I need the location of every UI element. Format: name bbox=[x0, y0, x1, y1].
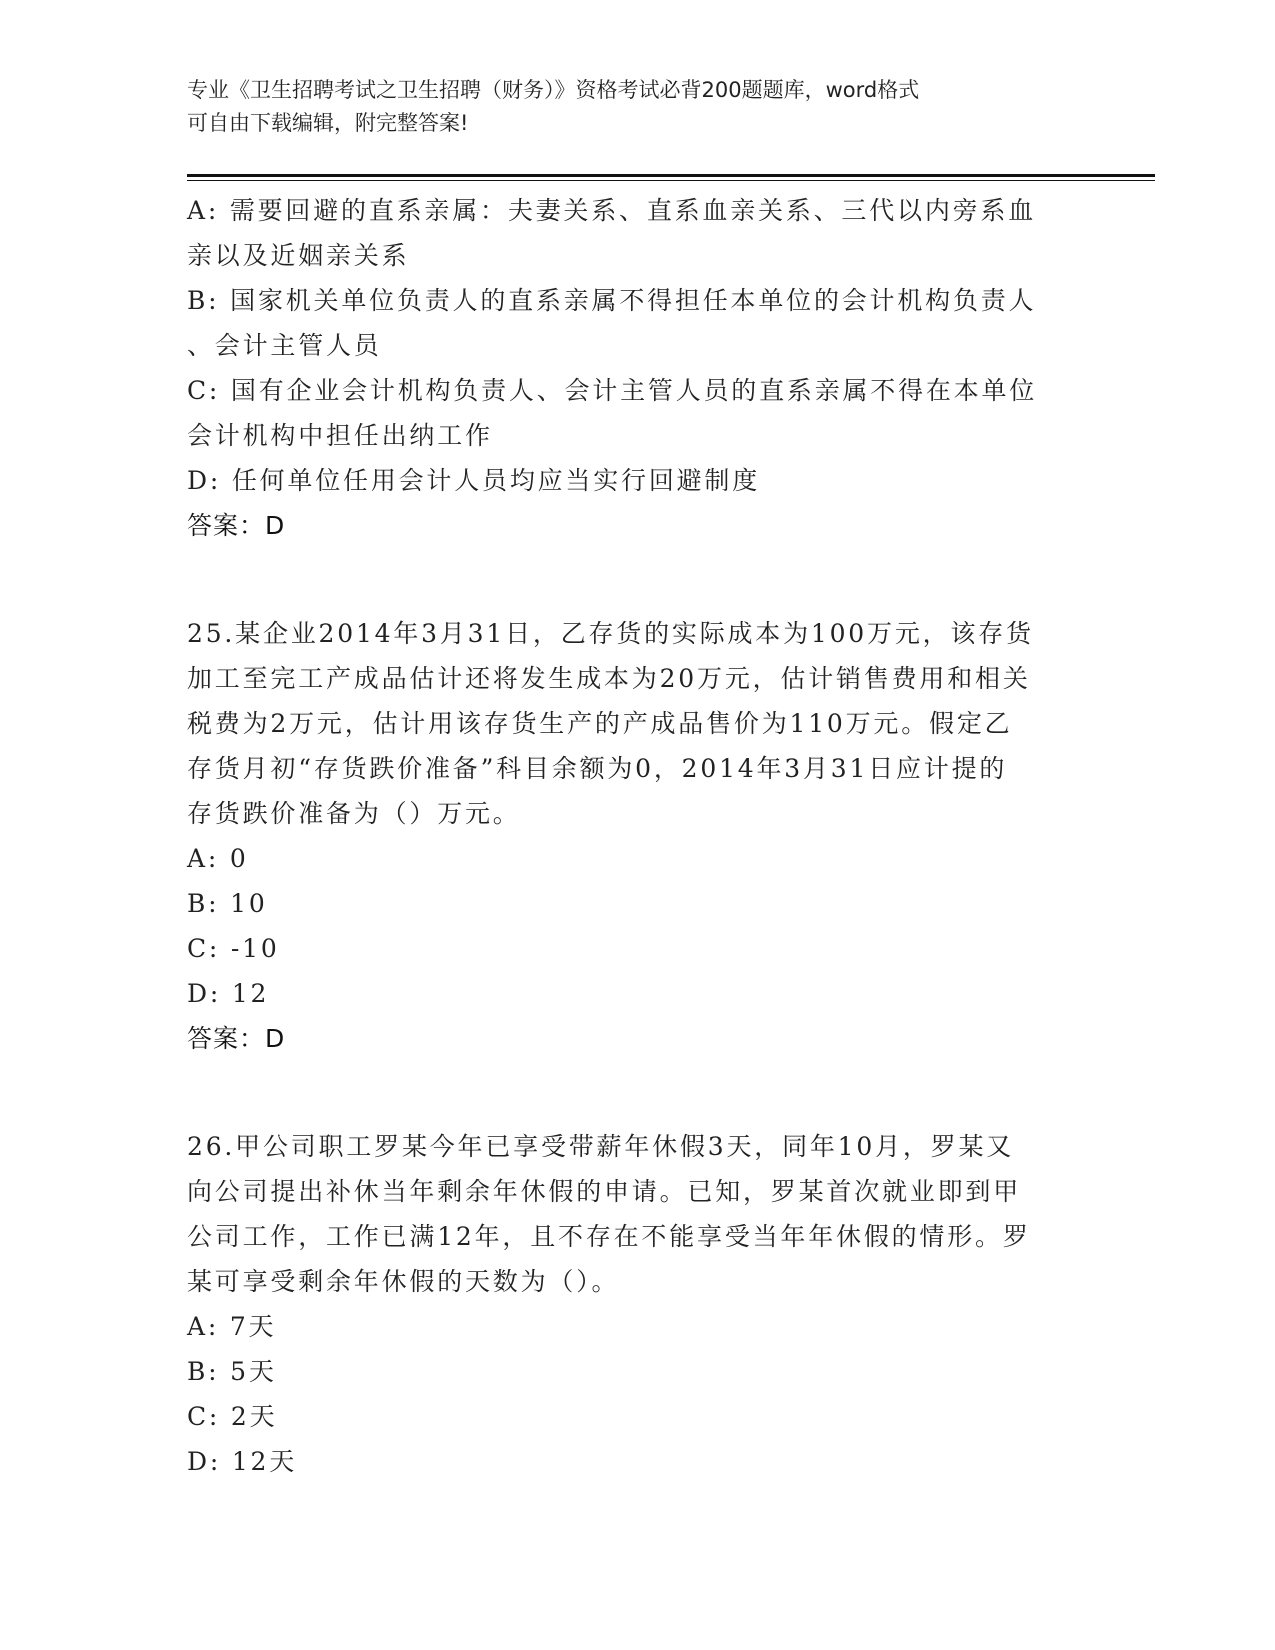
option-line: 亲以及近姻亲关系 bbox=[187, 241, 410, 270]
question-stem-line: 存货跌价准备为（）万元。 bbox=[187, 799, 521, 828]
option-line: B: 5天 bbox=[187, 1357, 277, 1386]
question-stem-line: 公司工作，工作已满12年，且不存在不能享受当年年休假的情形。罗 bbox=[187, 1222, 1031, 1251]
question-stem-line: 向公司提出补休当年剩余年休假的申请。已知，罗某首次就业即到甲 bbox=[187, 1177, 1022, 1206]
option-line: 会计机构中担任出纳工作 bbox=[187, 421, 493, 450]
question-content bbox=[187, 188, 1087, 1484]
answer-label: 答案：D bbox=[187, 1024, 286, 1053]
question-24-block bbox=[187, 188, 1087, 548]
option-line: A: 7天 bbox=[187, 1312, 277, 1341]
option-line: B: 国家机关单位负责人的直系亲属不得担任本单位的会计机构负责人 bbox=[187, 286, 1037, 315]
question-stem-line: 税费为2万元，估计用该存货生产的产成品售价为110万元。假定乙 bbox=[187, 709, 1013, 738]
header-line: 专业《卫生招聘考试之卫生招聘（财务）》资格考试必背200题题库，word格式 bbox=[187, 78, 920, 102]
question-spacer bbox=[187, 548, 1087, 611]
document-header bbox=[187, 74, 1067, 140]
answer-label: 答案：D bbox=[187, 511, 286, 540]
header-divider-thick bbox=[187, 174, 1155, 177]
option-line: C: 国有企业会计机构负责人、会计主管人员的直系亲属不得在本单位 bbox=[187, 376, 1038, 405]
option-line: A: 0 bbox=[187, 844, 249, 873]
header-line: 可自由下载编辑，附完整答案! bbox=[187, 111, 469, 135]
option-line: C: -10 bbox=[187, 934, 280, 963]
question-spacer bbox=[187, 1061, 1087, 1124]
question-stem-line: 存货月初“存货跌价准备”科目余额为0，2014年3月31日应计提的 bbox=[187, 754, 1008, 783]
header-divider-thin bbox=[187, 180, 1155, 181]
question-stem-line: 26.甲公司职工罗某今年已享受带薪年休假3天，同年10月，罗某又 bbox=[187, 1132, 1015, 1161]
option-line: B: 10 bbox=[187, 889, 268, 918]
question-stem-line: 加工至完工产成品估计还将发生成本为20万元，估计销售费用和相关 bbox=[187, 664, 1031, 693]
question-25-block bbox=[187, 611, 1087, 1061]
question-26-block bbox=[187, 1124, 1087, 1484]
option-line: C: 2天 bbox=[187, 1402, 278, 1431]
option-line: D: 12天 bbox=[187, 1447, 298, 1476]
option-line: A: 需要回避的直系亲属：夫妻关系、直系血亲关系、三代以内旁系血 bbox=[187, 196, 1037, 225]
question-stem-line: 某可享受剩余年休假的天数为（）。 bbox=[187, 1267, 620, 1296]
option-line: D: 任何单位任用会计人员均应当实行回避制度 bbox=[187, 466, 761, 495]
option-line: D: 12 bbox=[187, 979, 270, 1008]
option-line: 、会计主管人员 bbox=[187, 331, 382, 360]
question-stem-line: 25.某企业2014年3月31日，乙存货的实际成本为100万元，该存货 bbox=[187, 619, 1034, 648]
